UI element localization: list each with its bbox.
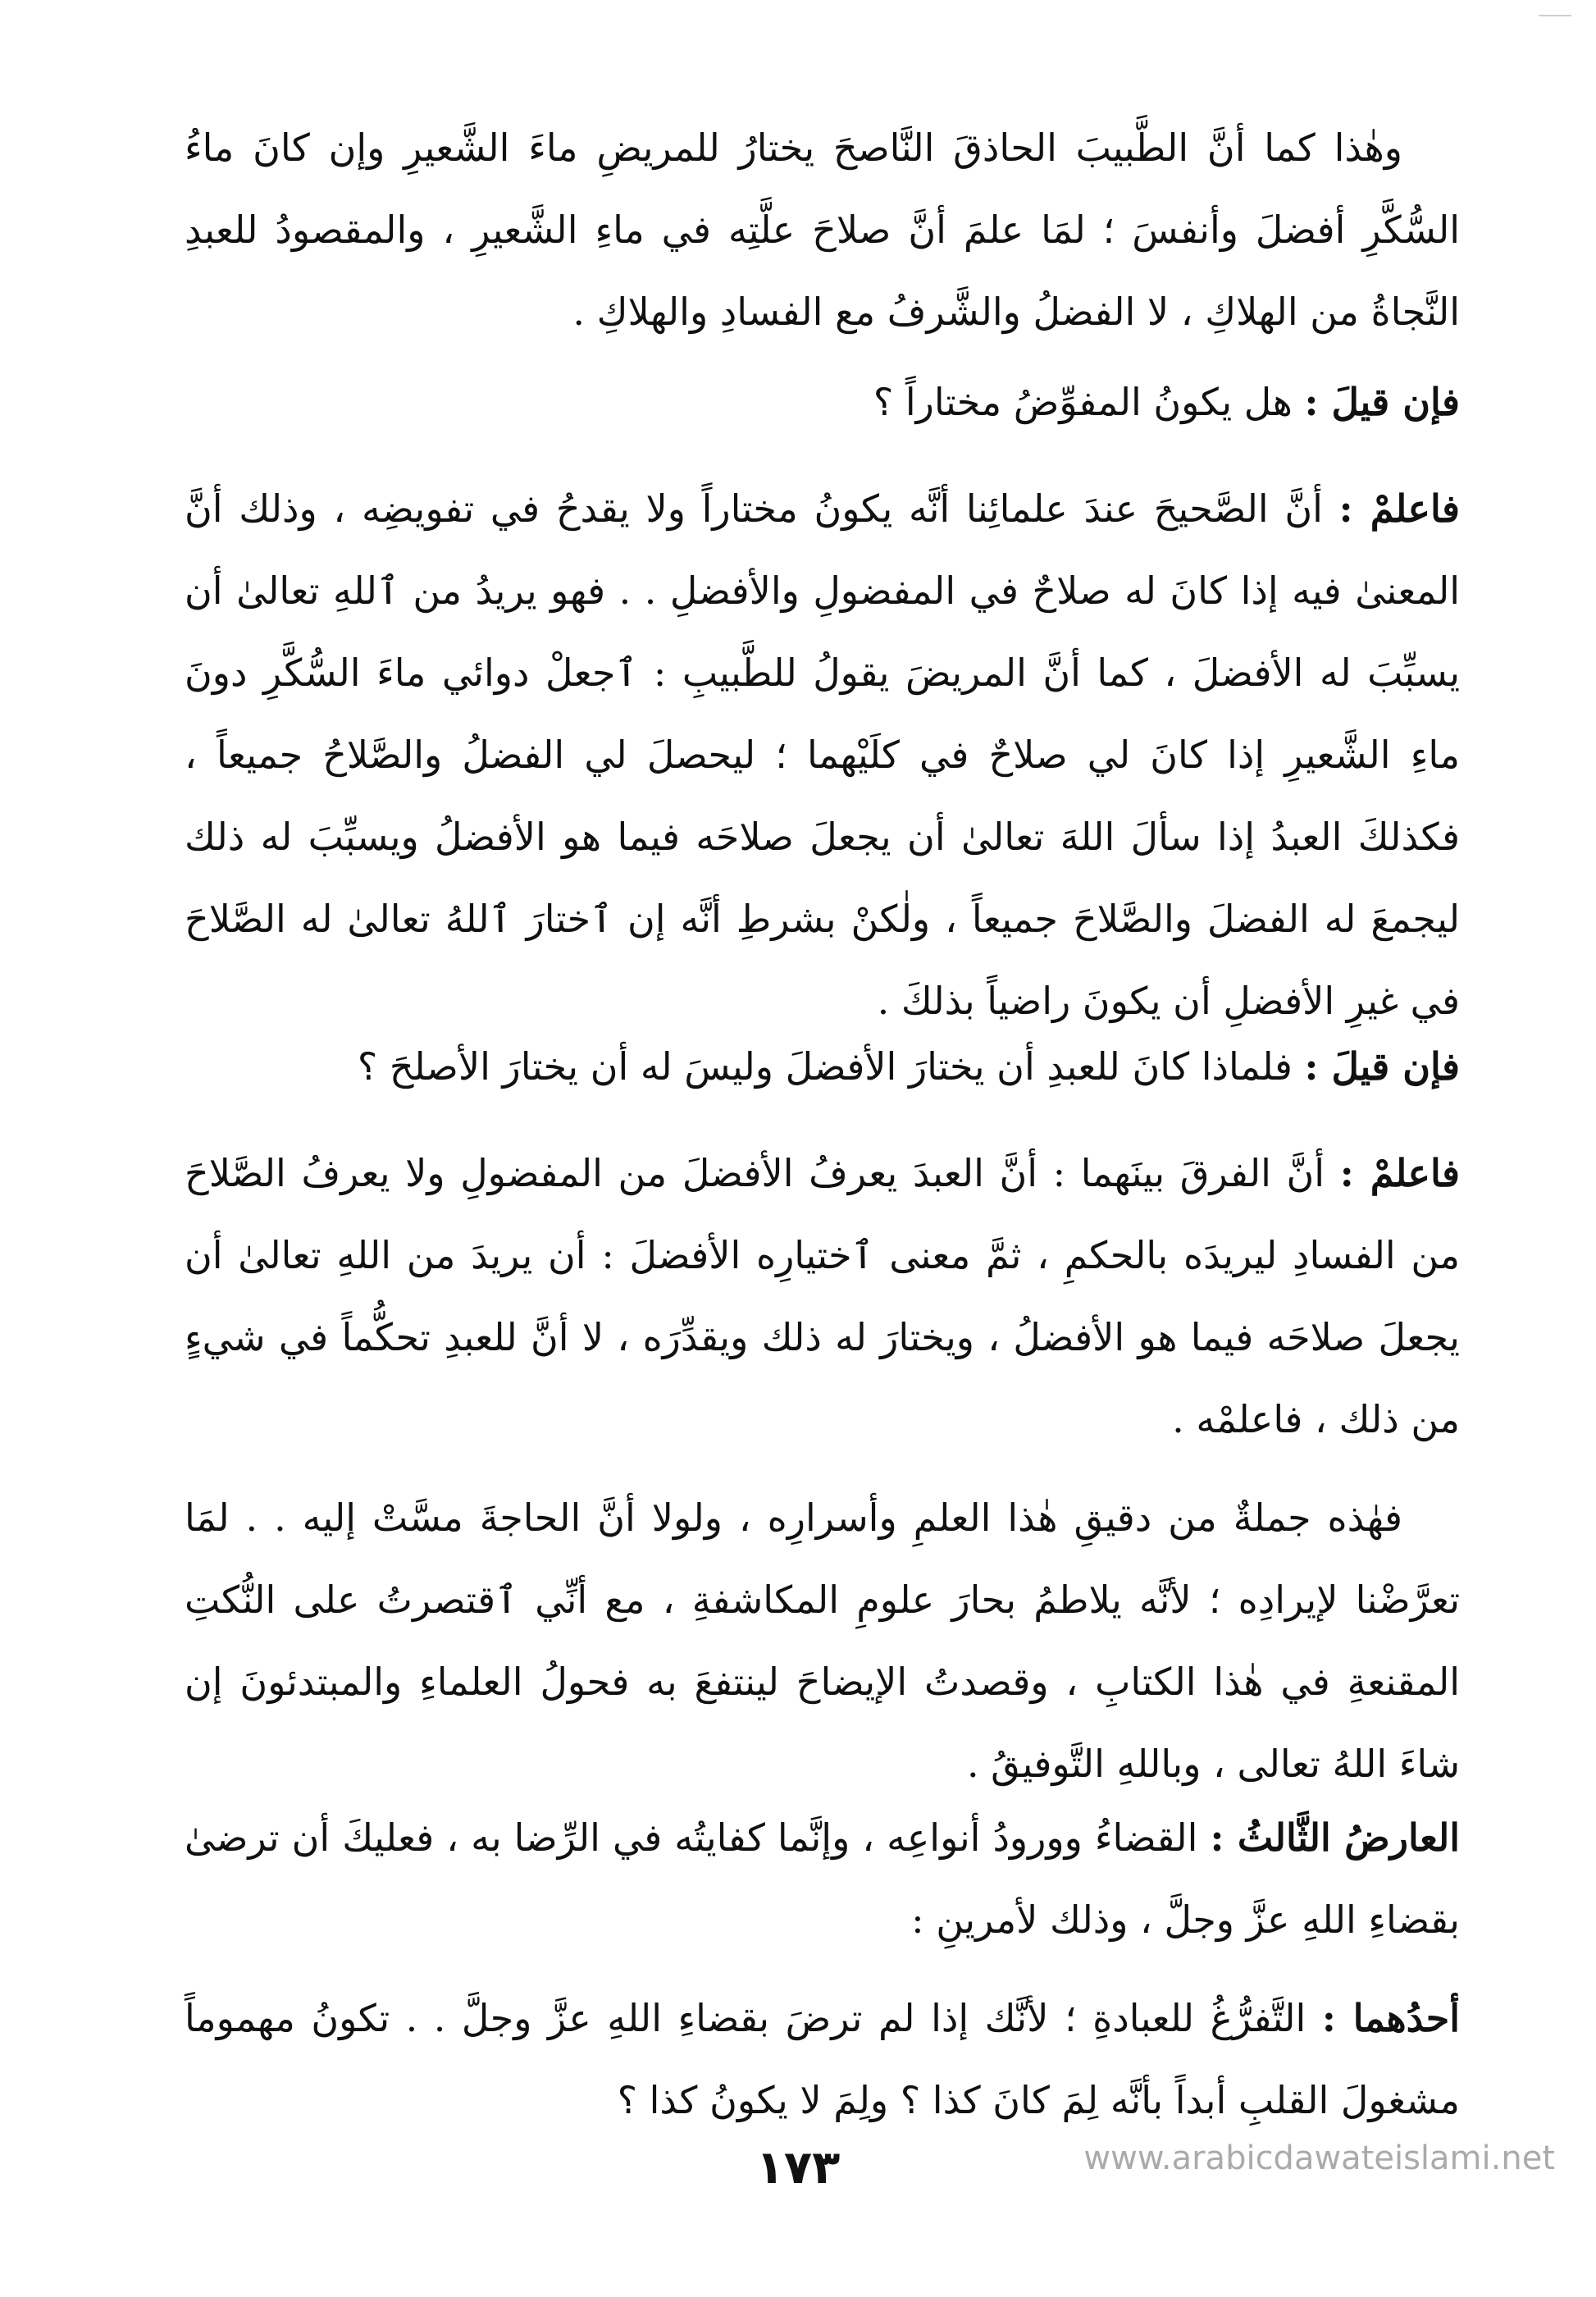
paragraph-analogy: [185, 107, 1460, 353]
section-lead: العارضُ الثَّالثُ :: [1210, 1815, 1460, 1860]
paragraph-text: فلماذا كانَ للعبدِ أن يختارَ الأفضلَ وليسَ له أن يختارَ الأصلحَ ؟: [357, 1044, 1305, 1089]
question-lead: فإن قيلَ :: [1304, 1044, 1460, 1089]
paragraph-text: هل يكونُ المفوِّضُ مختاراً ؟: [873, 380, 1305, 424]
paragraph-text: التَّفرُّغُ للعبادةِ ؛ لأنَّك إذا لم ترضَ بقضاءِ اللهِ عزَّ وجلَّ . . تكونُ مهموماً مشغولَ القلبِ أبداً بأنَّه لِمَ كانَ كذا ؟ ولِمَ لا يكونُ كذا ؟: [185, 1996, 1460, 2122]
watermark-url: www.arabicdawateislami.net: [1083, 2139, 1555, 2177]
scan-mark: [1539, 15, 1571, 16]
paragraph-text: وهٰذا كما أنَّ الطَّبيبَ الحاذقَ النَّاصحَ يختارُ للمريضِ ماءَ الشَّعيرِ وإن كانَ ماءُ السُّكَّرِ أفضلَ وأنفسَ ؛ لمَا علمَ أنَّ صلاحَ علَّتِه في ماءِ الشَّعيرِ ، والمقصودُ للعبدِ النَّجاةُ من الهلاكِ ، لا الفضلُ والشَّرفُ مع الفسادِ والهلاكِ .: [185, 126, 1460, 334]
answer-lead: فاعلمْ :: [1338, 486, 1460, 531]
paragraph-text: أنَّ الصَّحيحَ عندَ علمائِنا أنَّه يكونُ مختاراً ولا يقدحُ في تفويضِه ، وذلك أنَّ المعنىٰ فيه إذا كانَ له صلاحٌ في المفضولِ والأفضلِ . . فهو يريدُ من ٱللهِ تعالىٰ أن يسبِّبَ له الأفضلَ ، كما أنَّ المريضَ يقولُ للطَّبيبِ : ٱجعلْ دوائي ماءَ السُّكَّرِ دونَ ماءِ الشَّعيرِ إذا كانَ لي صلاحٌ في كلَيْهما ؛ ليحصلَ لي الفضلُ والصَّلاحُ جميعاً ، فكذلكَ العبدُ إذا سألَ اللهَ تعالىٰ أن يجعلَ صلاحَه فيما هو الأفضلُ ويسبِّبَ له ذلك ليجمعَ له الفضلَ والصَّلاحَ جميعاً ، ولٰكنْ بشرطِ أنَّه إن ٱختارَ ٱللهُ تعالىٰ له الصَّلاحَ في غيرِ الأفضلِ أن يكونَ راضياً بذلكَ .: [185, 486, 1460, 1023]
paragraph-text: فهٰذه جملةٌ من دقيقِ هٰذا العلمِ وأسرارِه ، ولولا أنَّ الحاجةَ مسَّتْ إليه . . لمَا تعرَّضْنا لإيرادِه ؛ لأنَّه يلاطمُ بحارَ علومِ المكاشفةِ ، مع أنِّي ٱقتصرتُ على النُّكتِ المقنعةِ في هٰذا الكتابِ ، وقصدتُ الإيضاحَ لينتفعَ به فحولُ العلماءِ والمبتدئونَ إن شاءَ اللهُ تعالى ، وباللهِ التَّوفيقُ .: [185, 1496, 1460, 1786]
answer-lead: فاعلمْ :: [1339, 1151, 1460, 1195]
paragraph-text: القضاءُ وورودُ أنواعِه ، وإنَّما كفايتُه في الرِّضا به ، فعليكَ أن ترضىٰ بقضاءِ اللهِ عزَّ وجلَّ ، وذلك لأمرينِ :: [185, 1815, 1460, 1942]
paragraph-third-obstacle: [185, 1797, 1460, 1961]
question-lead: فإن قيلَ :: [1304, 380, 1460, 424]
reason-lead: أحدُهما :: [1321, 1996, 1460, 2040]
paragraph-summary: [185, 1477, 1460, 1805]
paragraph-answer-1: [185, 468, 1460, 1042]
page-number: ١٧٣: [755, 2141, 841, 2194]
paragraph-question-2: [185, 1025, 1460, 1107]
paragraph-answer-2: [185, 1132, 1460, 1460]
paragraph-first-reason: [185, 1977, 1460, 2141]
paragraph-text: أنَّ الفرقَ بينَهما : أنَّ العبدَ يعرفُ الأفضلَ من المفضولِ ولا يعرفُ الصَّلاحَ من الفسادِ ليريدَه بالحكمِ ، ثمَّ معنى ٱختيارِه الأفضلَ : أن يريدَ من اللهِ تعالىٰ أن يجعلَ صلاحَه فيما هو الأفضلُ ، ويختارَ له ذلك ويقدِّرَه ، لا أنَّ للعبدِ تحكُّماً في شيءٍ من ذلك ، فاعلمْه .: [185, 1151, 1460, 1441]
paragraph-question-1: [185, 361, 1460, 443]
